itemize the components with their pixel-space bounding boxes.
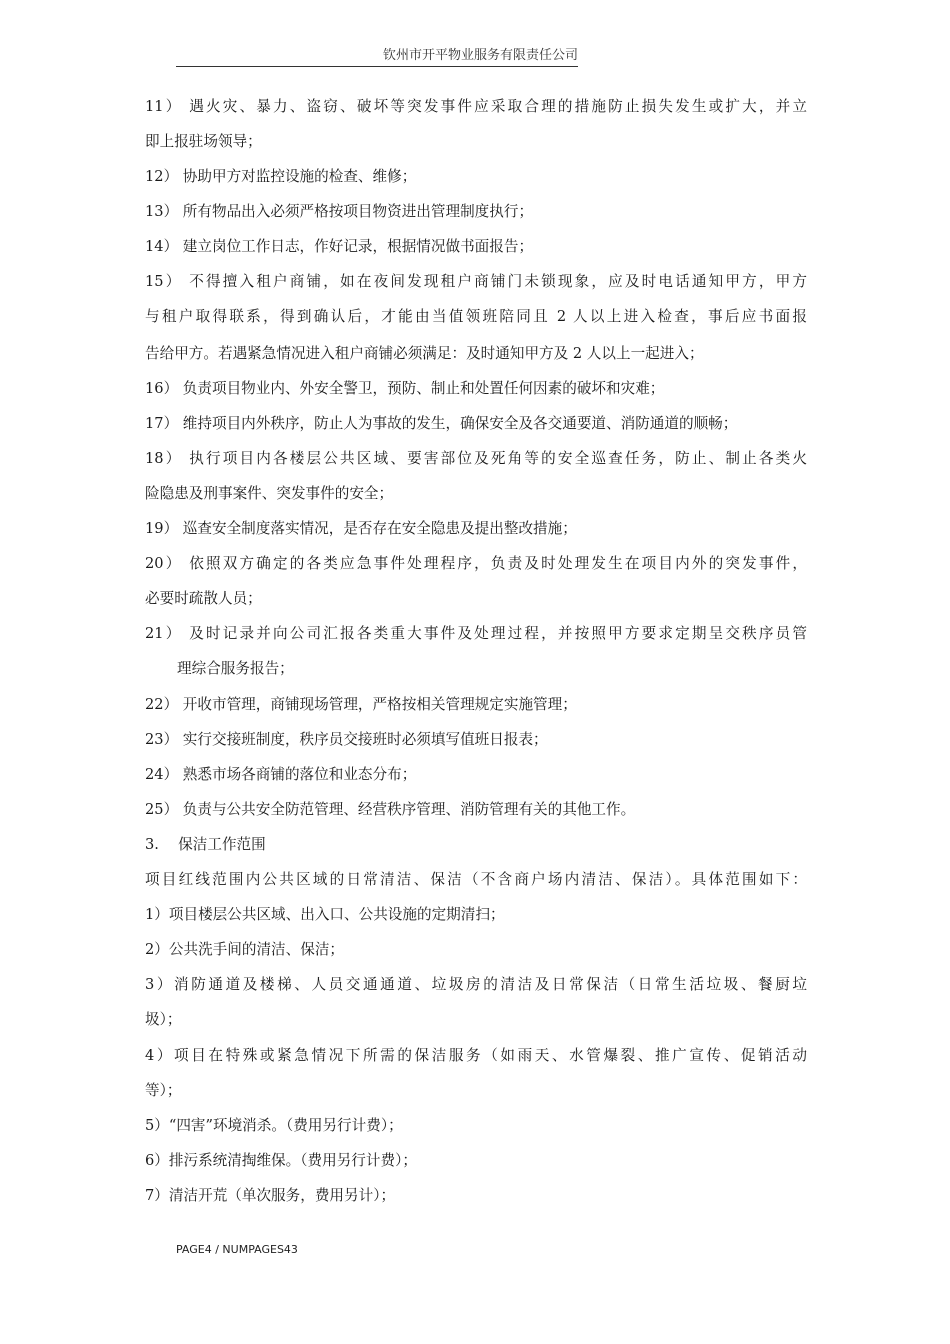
text-line: 6）排污系统清掏维保。（费用另行计费）；	[145, 1152, 417, 1169]
page-header	[176, 46, 578, 67]
text-line: 11） 遇火灾、暴力、盗窃、破坏等突发事件应采取合理的措施防止损失发生或扩大，并立	[145, 98, 807, 115]
text-line: 3）消防通道及楼梯、人员交通通道、垃圾房的清洁及日常保洁（日常生活垃圾、餐厨垃	[145, 976, 807, 993]
text-line: 5）“四害”环境消杀。（费用另行计费）；	[145, 1117, 403, 1134]
text-line: 1）项目楼层公共区域、出入口、公共设施的定期清扫；	[145, 906, 505, 923]
text-line: 20） 依照双方确定的各类应急事件处理程序，负责及时处理发生在项目内外的突发事件，	[145, 555, 807, 572]
text-line: 25） 负责与公共安全防范管理、经营秩序管理、消防管理有关的其他工作。	[145, 801, 636, 818]
company-name: 钦州市开平物业服务有限责任公司	[382, 48, 578, 63]
text-line: 即上报驻场领导；	[145, 133, 262, 150]
text-line: 等）；	[145, 1082, 182, 1099]
text-line: 13） 所有物品出入必须严格按项目物资进出管理制度执行；	[145, 203, 534, 220]
text-line: 14） 建立岗位工作日志，作好记录，根据情况做书面报告；	[145, 238, 534, 255]
text-line: 圾）；	[145, 1011, 182, 1028]
text-line: 与租户取得联系，得到确认后，才能由当值领班陪同且 2 人以上进入检查，事后应书面报	[145, 308, 807, 325]
text-line: 15） 不得擅入租户商铺，如在夜间发现租户商铺门未锁现象，应及时电话通知甲方，甲方	[145, 273, 807, 290]
text-line: 项目红线范围内公共区域的日常清洁、保洁（不含商户场内清洁、保洁）。具体范围如下：	[145, 871, 807, 888]
text-line: 24） 熟悉市场各商铺的落位和业态分布；	[145, 766, 417, 783]
text-line: 16） 负责项目物业内、外安全警卫，预防、制止和处置任何因素的破坏和灾难；	[145, 380, 665, 397]
text-line: 4）项目在特殊或紧急情况下所需的保洁服务（如雨天、水管爆裂、推广宣传、促销活动	[145, 1047, 807, 1064]
text-line: 23） 实行交接班制度，秩序员交接班时必须填写值班日报表；	[145, 731, 548, 748]
section-heading: 3. 保洁工作范围	[145, 836, 266, 853]
text-line: 理综合服务报告；	[177, 660, 294, 677]
text-line: 险隐患及刑事案件、突发事件的安全；	[145, 485, 394, 502]
text-line: 2）公共洗手间的清洁、保洁；	[145, 941, 345, 958]
text-line: 12） 协助甲方对监控设施的检查、维修；	[145, 168, 417, 185]
page-footer	[176, 1243, 298, 1256]
text-line: 必要时疏散人员；	[145, 590, 262, 607]
text-line: 18） 执行项目内各楼层公共区域、要害部位及死角等的安全巡查任务，防止、制止各类火	[145, 450, 807, 467]
page-number: PAGE4 / NUMPAGES43	[176, 1243, 298, 1256]
text-line: 7）清洁开荒（单次服务，费用另计）；	[145, 1187, 396, 1204]
text-line: 22） 开收市管理，商铺现场管理，严格按相关管理规定实施管理；	[145, 696, 577, 713]
text-line: 17） 维持项目内外秩序，防止人为事故的发生，确保安全及各交通要道、消防通道的顺畅；	[145, 415, 738, 432]
text-line: 告给甲方。若遇紧急情况进入租户商铺必须满足：及时通知甲方及 2 人以上一起进入；	[145, 345, 704, 362]
text-line: 21） 及时记录并向公司汇报各类重大事件及处理过程，并按照甲方要求定期呈交秩序员管	[145, 625, 807, 642]
text-line: 19） 巡查安全制度落实情况，是否存在安全隐患及提出整改措施；	[145, 520, 577, 537]
